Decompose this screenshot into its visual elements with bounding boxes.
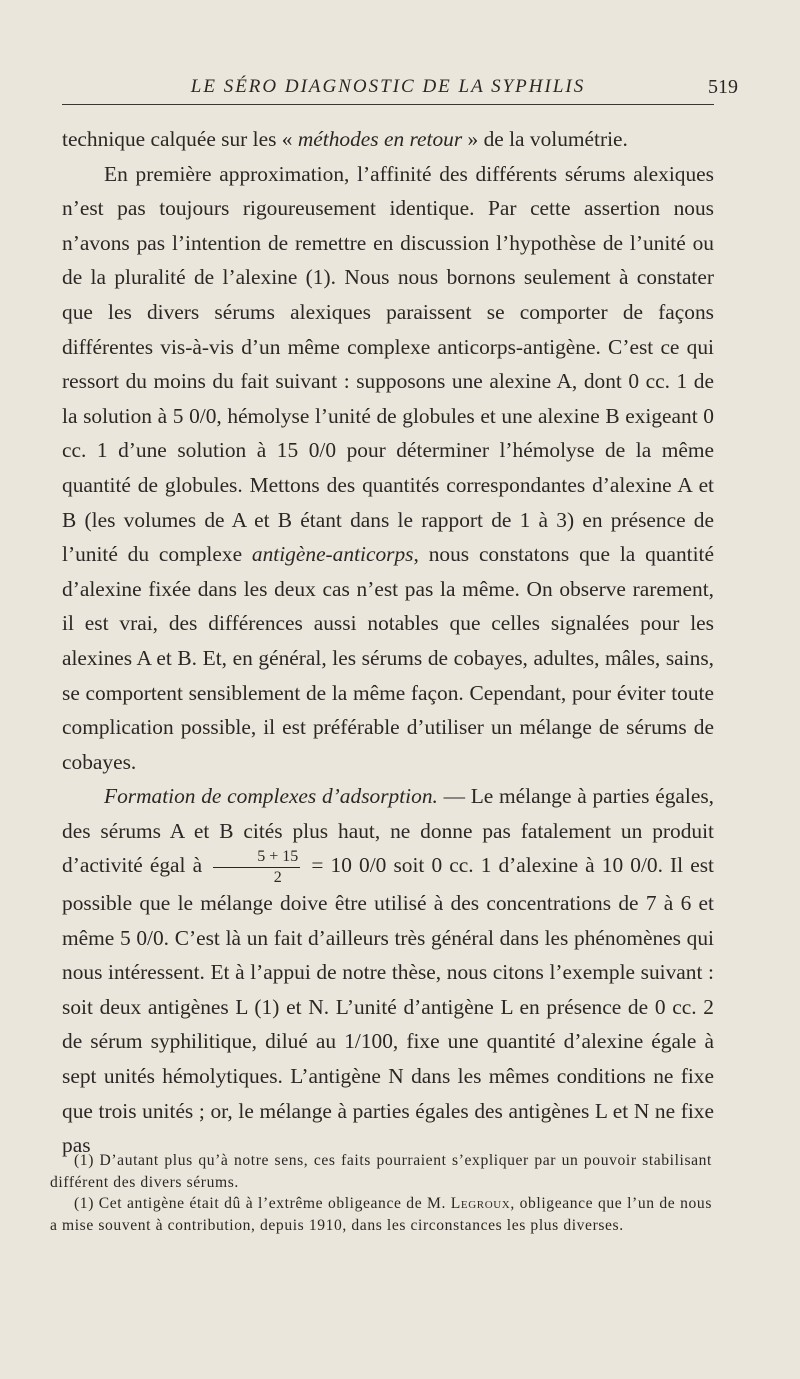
text-span: — Le mélange à parties égales, des sérums A et B cités plus haut, ne donne pas fatalement un produit d’activité égal à (62, 784, 715, 878)
text-span: = 10 0/0 soit 0 cc. 1 d’alexine à 10 0/0. Il est possible que le mélange doive être utilisé à des concentrations de 7 à 6 et même 5 0/0. C’est là un fait d’ailleurs très général dans les phénomènes qui nous intéressent. Et à l’appui de notre thèse, nous citons l’exemple suivant : soit deux antigènes L (1) et N. L’unité d’antigène L en présence de 0 cc. 2 de sérum syphilitique, dilué au 1/100, fixe une quantité d’alexine égale à sept unités hémolytiques. L’antigène N dans les mêmes conditions ne fixe que trois unités ; or, le mélange à parties égales des antigènes L et N ne fixe pas (62, 853, 714, 1158)
paragraph-1 (62, 122, 714, 157)
paragraph-2 (62, 157, 714, 780)
paragraph-3 (62, 779, 714, 1163)
text-span: , obligeance que l’un de nous a mise souvent à contribution, depuis 1910, dans les circonstances les plus diverses. (50, 1195, 712, 1234)
page-number: 519 (708, 76, 738, 98)
footnote-2 (50, 1193, 712, 1236)
running-header (62, 74, 738, 105)
text-span: technique calquée sur les « (62, 127, 298, 151)
text-span: En première approximation, l’affinité des différents sérums alexiques n’est pas toujours rigoureusement identique. Par cette assertion nous n’avons pas l’intention de remettre en discussion l’hypothèse de l’unité ou de la pluralité de l’alexine (1). Nous nous bornons seulement à constater que les divers sérums alexiques paraissent se comporter de façons différentes vis-à-vis d’un même complexe anticorps-antigène. C’est ce qui ressort du moins du fait suivant : supposons une alexine A, dont 0 cc. 1 de la solution à 5 0/0, hémolyse l’unité de globules et une alexine B exigeant 0 cc. 1 d’une solution à 15 0/0 pour déterminer l’hémolyse de la même quantité de globules. Mettons des quantités correspondantes d’alexine A et B (les volumes de A et B étant dans le rapport de 1 à 3) en présence de l’unité du complexe (62, 161, 714, 567)
fraction-numerator: 5 + 15 (213, 849, 300, 868)
emphasis: antigène-anticorps (251, 542, 414, 567)
footnotes (50, 1150, 712, 1236)
section-heading-inline: Formation de complexes d’adsorption. (104, 784, 438, 809)
person-name: Legroux (450, 1195, 511, 1213)
fraction-denominator: 2 (273, 869, 282, 887)
text-span: (1) Cet antigène était dû à l’extrême obligeance de M. (74, 1195, 451, 1213)
text-span: , nous constatons que la quantité d’alexine fixée dans les deux cas n’est pas la même. On observe rarement, il est vrai, des différences aussi notables que celles signalées pour les alexines A et B. Et, en général, les sérums de cobayes, adultes, mâles, sains, se comportent sensiblement de la même façon. Cependant, pour éviter toute complication possible, il est préférable d’utiliser un mélange de sérums de cobayes. (62, 542, 714, 774)
text-span: » de la volumétrie. (462, 127, 628, 151)
footnote-1: (1) D’autant plus qu’à notre sens, ces faits pourraient s’expliquer par un pouvoir stabilisant différent des divers sérums. (50, 1152, 712, 1191)
emphasis: méthodes en retour (297, 127, 463, 151)
main-text (62, 122, 714, 1163)
fraction (213, 849, 300, 886)
running-title: LE SÉRO DIAGNOSTIC DE LA SYPHILIS (190, 76, 586, 97)
